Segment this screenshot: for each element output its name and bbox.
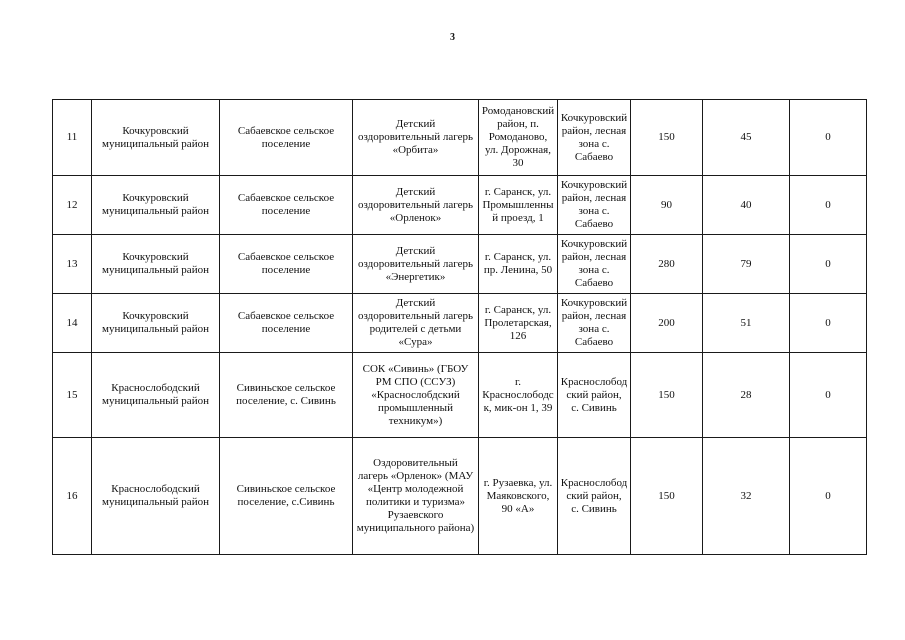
cell-number xyxy=(53,294,92,353)
settlement-name: Сабаевское сельское поселение xyxy=(237,192,335,217)
cell-value-1 xyxy=(631,294,703,353)
camp-name: СОК «Сивинь» (ГБОУ РМ СПО (ССУЗ) «Краснослобдский промышленный техникум») xyxy=(362,362,469,427)
camp-location: Краснослобод ский район, с. Сивинь xyxy=(560,476,628,515)
camp-name: Детский оздоровительный лагерь «Энергетик» xyxy=(357,244,474,283)
cell-location xyxy=(558,176,631,235)
camp-location: Кочкуровский район, лесная зона с. Сабаево xyxy=(560,297,628,348)
cell-settlement xyxy=(220,176,353,235)
district-name: Кочкуровский муниципальный район xyxy=(102,310,209,335)
value-2: 51 xyxy=(740,316,752,329)
camp-address: г. Краснослободс к, мик-он 1, 39 xyxy=(482,375,554,414)
cell-address xyxy=(479,100,558,176)
cell-settlement xyxy=(220,294,353,353)
district-name: Краснослободский муниципальный район xyxy=(102,382,209,407)
cell-number xyxy=(53,353,92,438)
cell-camp xyxy=(353,294,479,353)
cell-settlement xyxy=(220,438,353,555)
table-row xyxy=(53,235,867,294)
cell-camp xyxy=(353,438,479,555)
camp-location: Кочкуровский район, лесная зона с. Сабаево xyxy=(560,111,628,163)
cell-value-1 xyxy=(631,235,703,294)
cell-address xyxy=(479,176,558,235)
cell-value-2 xyxy=(703,353,790,438)
value-3: 0 xyxy=(825,489,831,502)
cell-district xyxy=(92,294,220,353)
cell-settlement xyxy=(220,100,353,176)
camp-address: Ромодановский район, п. Ромоданово, ул. Дорожная, 30 xyxy=(481,105,555,169)
table-body xyxy=(53,100,867,555)
cell-camp xyxy=(353,235,479,294)
settlement-name: Сабаевское сельское поселение xyxy=(237,251,335,276)
camp-location: Кочкуровский район, лесная зона с. Сабаево xyxy=(560,179,628,230)
cell-address xyxy=(479,235,558,294)
row-number: 13 xyxy=(66,257,78,270)
row-number: 12 xyxy=(66,198,78,211)
cell-value-3 xyxy=(790,353,867,438)
value-3: 0 xyxy=(825,257,831,270)
table-row xyxy=(53,176,867,235)
cell-settlement xyxy=(220,353,353,438)
cell-camp xyxy=(353,353,479,438)
camps-table xyxy=(52,99,867,555)
cell-location xyxy=(558,438,631,555)
camp-location: Кочкуровский район, лесная зона с. Сабаево xyxy=(560,238,628,289)
cell-number xyxy=(53,235,92,294)
settlement-name: Сивиньское сельское поселение, с.Сивинь xyxy=(236,483,336,508)
camp-name: Оздоровительный лагерь «Орленок» (МАУ «Центр молодежной политики и туризма» Рузаевского муниципального района) xyxy=(356,457,475,534)
cell-value-3 xyxy=(790,176,867,235)
settlement-name: Сабаевское сельское поселение xyxy=(237,310,335,335)
camp-name: Детский оздоровительный лагерь родителей с детьми «Сура» xyxy=(357,297,474,348)
cell-location xyxy=(558,353,631,438)
cell-district xyxy=(92,235,220,294)
cell-value-3 xyxy=(790,294,867,353)
cell-value-2 xyxy=(703,235,790,294)
camp-location: Краснослобод ский район, с. Сивинь xyxy=(560,375,628,414)
cell-camp xyxy=(353,100,479,176)
cell-location xyxy=(558,100,631,176)
value-3: 0 xyxy=(825,198,831,211)
district-name: Кочкуровский муниципальный район xyxy=(102,124,209,150)
value-1: 200 xyxy=(658,316,675,329)
row-number: 11 xyxy=(66,131,78,143)
cell-value-2 xyxy=(703,100,790,176)
table-row xyxy=(53,294,867,353)
cell-value-3 xyxy=(790,438,867,555)
value-3: 0 xyxy=(825,131,831,143)
settlement-name: Сабаевское сельское поселение xyxy=(237,124,335,150)
table-row xyxy=(53,353,867,438)
page-number: 3 xyxy=(450,32,455,43)
value-2: 45 xyxy=(740,131,752,143)
camp-address: г. Рузаевка, ул. Маяковского, 90 «А» xyxy=(483,476,553,515)
value-1: 280 xyxy=(658,257,675,270)
row-number: 15 xyxy=(66,388,78,401)
cell-district xyxy=(92,438,220,555)
cell-location xyxy=(558,294,631,353)
value-1: 150 xyxy=(658,388,675,401)
cell-district xyxy=(92,353,220,438)
value-1: 150 xyxy=(658,489,675,502)
value-1: 150 xyxy=(658,131,675,143)
table-row xyxy=(53,100,867,176)
value-2: 79 xyxy=(740,257,752,270)
district-name: Кочкуровский муниципальный район xyxy=(102,192,209,217)
value-3: 0 xyxy=(825,388,831,401)
cell-number xyxy=(53,176,92,235)
camp-address: г. Саранск, ул. пр. Ленина, 50 xyxy=(483,251,553,276)
camp-address: г. Саранск, ул. Промышленны й проезд, 1 xyxy=(482,185,554,224)
camp-name: Детский оздоровительный лагерь «Орленок» xyxy=(357,185,474,224)
cell-value-1 xyxy=(631,438,703,555)
cell-value-3 xyxy=(790,100,867,176)
cell-value-2 xyxy=(703,438,790,555)
cell-number xyxy=(53,438,92,555)
value-1: 90 xyxy=(661,198,672,211)
cell-address xyxy=(479,353,558,438)
value-2: 28 xyxy=(740,388,752,401)
settlement-name: Сивиньское сельское поселение, с. Сивинь xyxy=(236,382,336,407)
cell-location xyxy=(558,235,631,294)
cell-value-1 xyxy=(631,176,703,235)
table-row xyxy=(53,438,867,555)
cell-value-1 xyxy=(631,353,703,438)
row-number: 14 xyxy=(66,316,78,329)
cell-district xyxy=(92,176,220,235)
cell-settlement xyxy=(220,235,353,294)
district-name: Кочкуровский муниципальный район xyxy=(102,251,209,276)
cell-address xyxy=(479,438,558,555)
camp-name: Детский оздоровительный лагерь «Орбита» xyxy=(357,118,474,156)
district-name: Краснослободский муниципальный район xyxy=(102,483,209,508)
cell-value-1 xyxy=(631,100,703,176)
cell-value-2 xyxy=(703,176,790,235)
value-3: 0 xyxy=(825,316,831,329)
cell-value-3 xyxy=(790,235,867,294)
value-2: 32 xyxy=(740,489,752,502)
value-2: 40 xyxy=(740,198,752,211)
camp-address: г. Саранск, ул. Пролетарская, 126 xyxy=(484,303,552,342)
cell-address xyxy=(479,294,558,353)
cell-number xyxy=(53,100,92,176)
cell-value-2 xyxy=(703,294,790,353)
row-number: 16 xyxy=(66,489,78,502)
cell-camp xyxy=(353,176,479,235)
cell-district xyxy=(92,100,220,176)
